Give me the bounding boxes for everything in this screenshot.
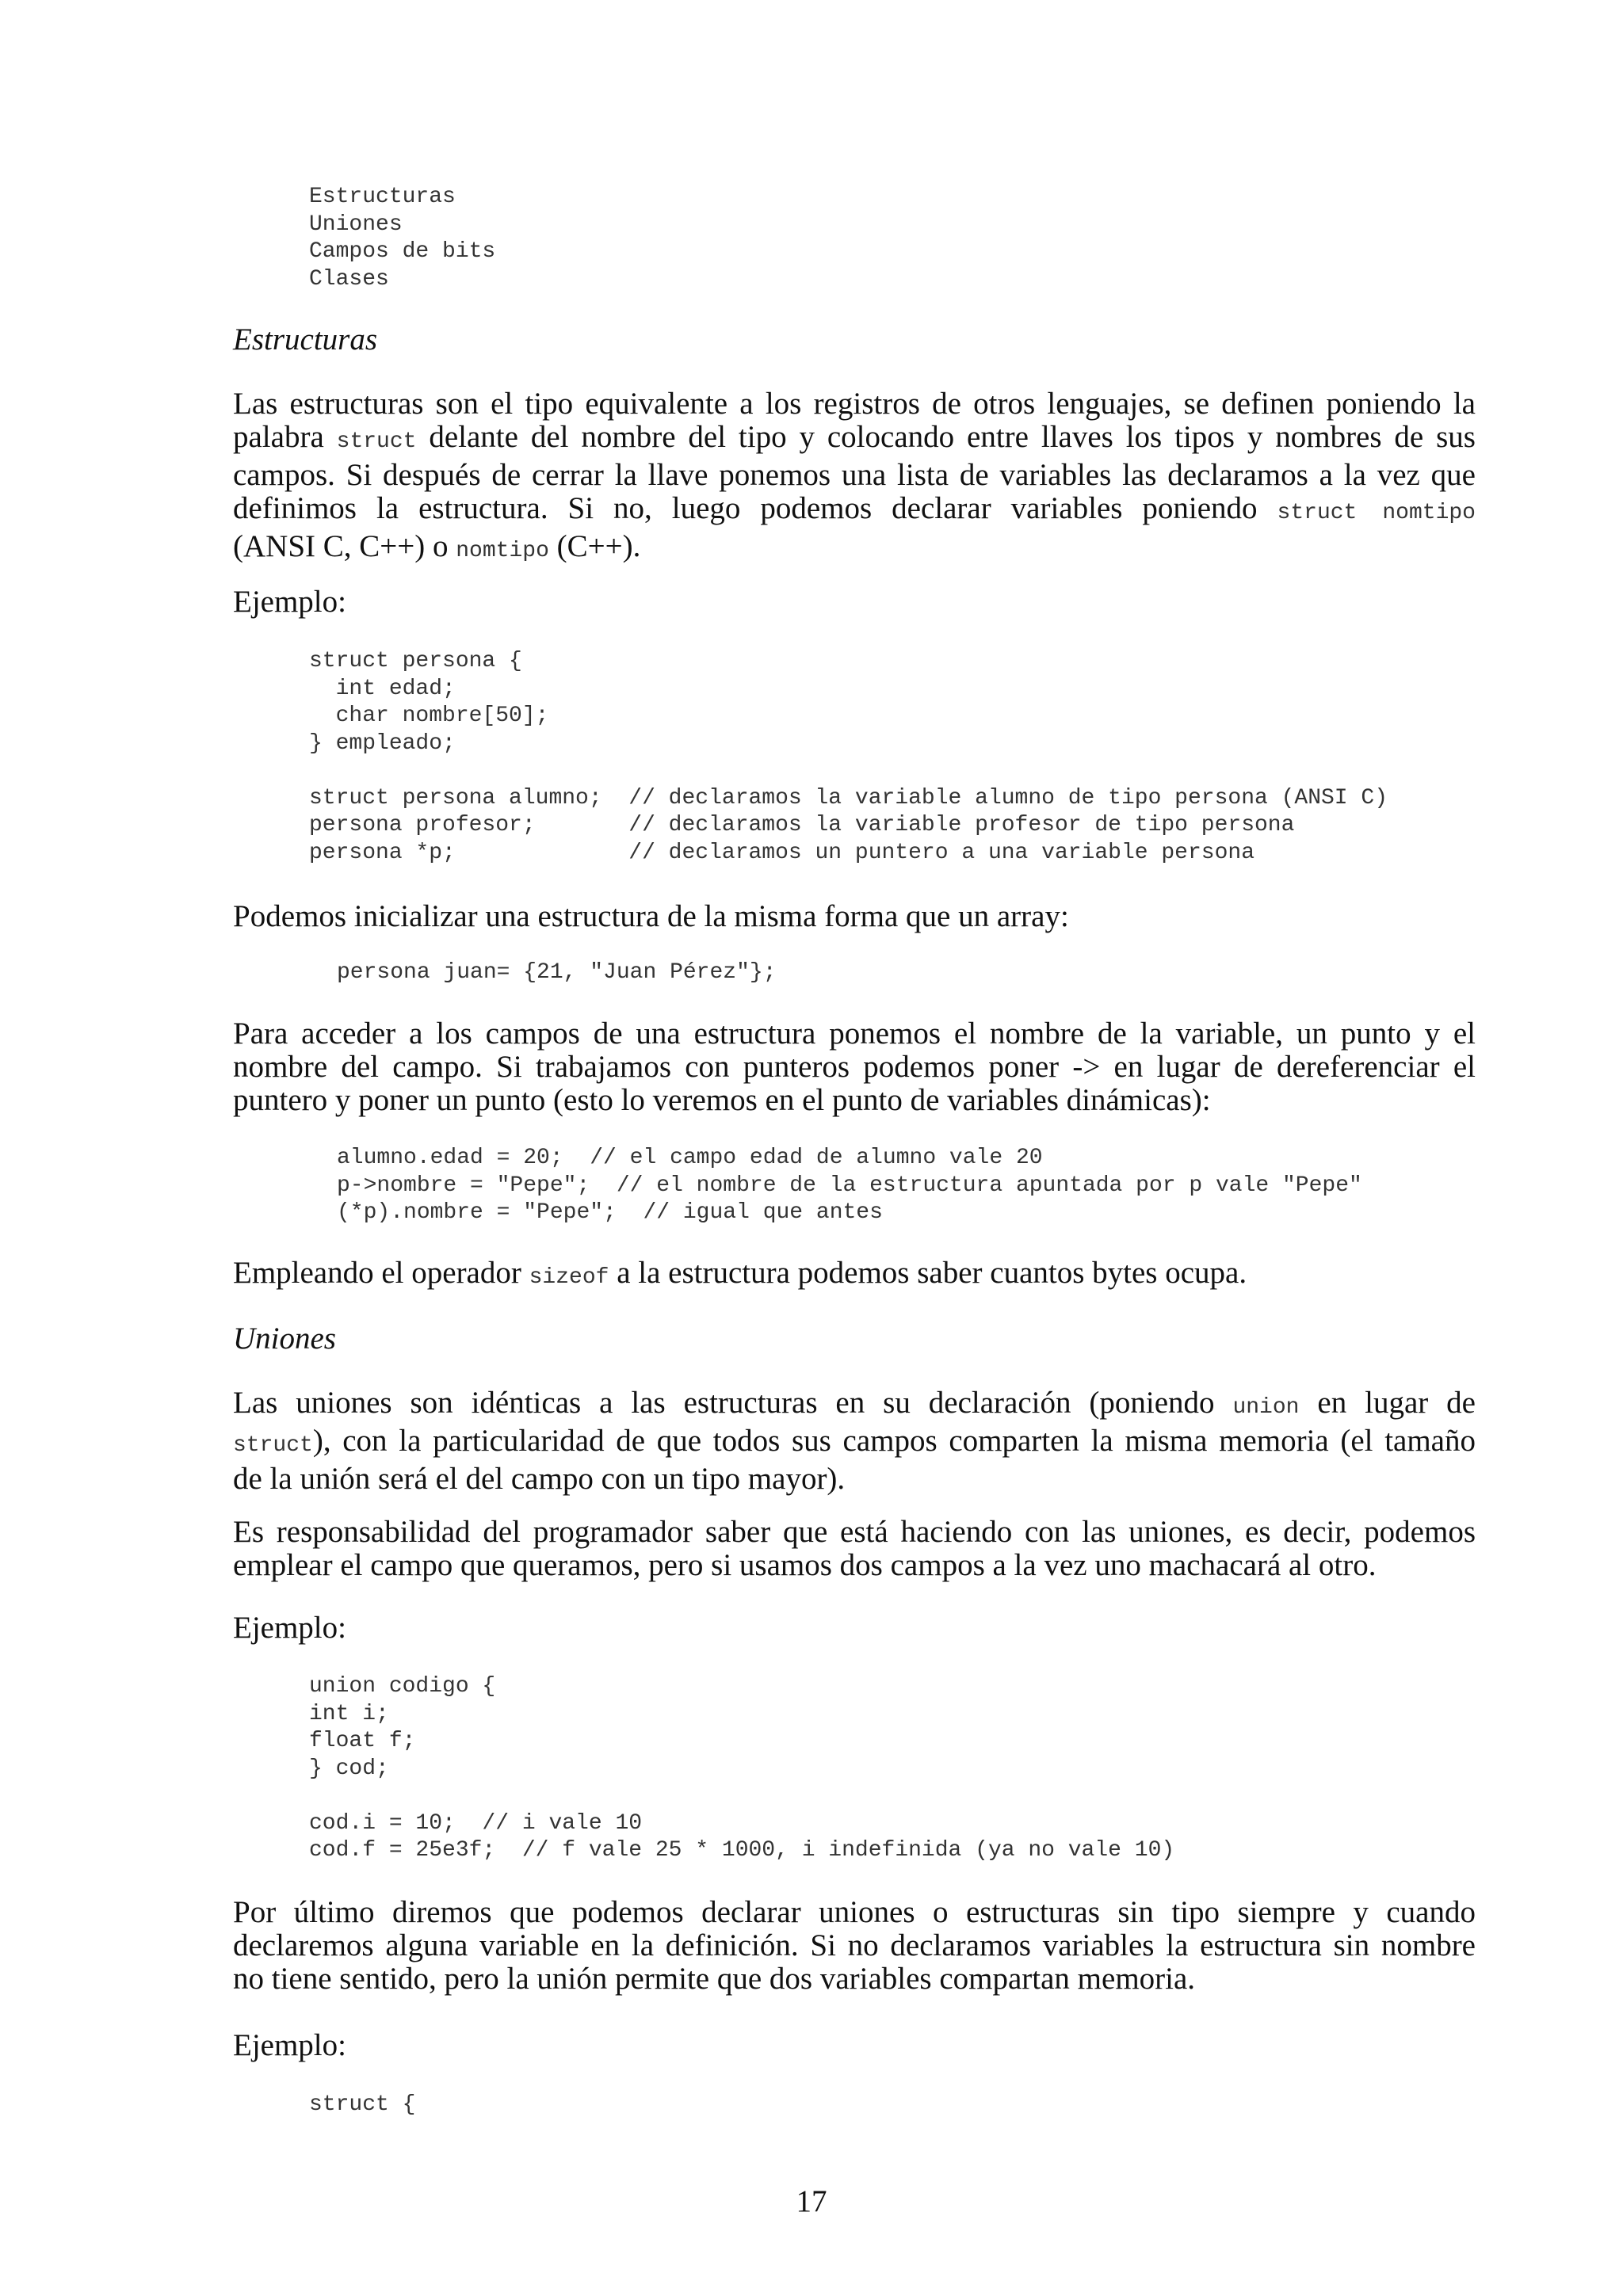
text-line: puntero y poner un punto (esto lo veremos en el punto de variables dinámicas): [233, 1083, 1211, 1117]
inline-code: struct [233, 1433, 313, 1458]
inline-code: sizeof [529, 1265, 609, 1290]
text-line: campos. Si después de cerrar la llave ponemos una lista de variables las declaramos a la vez que [233, 458, 1476, 492]
section-heading-uniones: Uniones [233, 1322, 336, 1356]
toc-item: Uniones [309, 212, 403, 237]
inline-code: nomtipo [456, 539, 549, 563]
toc-list [309, 184, 495, 293]
code-block-acceso: alumno.edad = 20; // el campo edad de alumno vale 20 p->nombre = "Pepe"; // el nombre de la estructura apuntada por p vale "Pepe" (*p).nombre = "Pepe"; // igual que antes [337, 1146, 1362, 1225]
text-line: declaremos alguna variable en la definición. Si no declaramos variables la estructura sin nombre [233, 1928, 1476, 1962]
text-run: Empleando el operador [233, 1256, 529, 1290]
text-run: (ANSI C, C++) o [233, 529, 456, 563]
page-number: 17 [796, 2184, 827, 2218]
example-label: Ejemplo: [233, 1611, 346, 1645]
toc-item: Campos de bits [309, 239, 496, 264]
text-line: Es responsabilidad del programador saber que está haciendo con las uniones, es decir, podemos [233, 1515, 1476, 1549]
code-block-init: persona juan= {21, "Juan Pérez"}; [337, 960, 777, 985]
text-line: no tiene sentido, pero la unión permite que dos variables compartan memoria. [233, 1962, 1196, 1996]
text-line: de la unión será el del campo con un tipo mayor). [233, 1462, 846, 1496]
text-run: delante del nombre del tipo y colocando entre llaves los tipos y nombres de sus [416, 420, 1476, 454]
text-line: nombre del campo. Si trabajamos con punteros podemos poner -> en lugar de dereferenciar el [233, 1050, 1476, 1084]
inline-code: union [1232, 1395, 1300, 1420]
paragraph-inicializar: Podemos inicializar una estructura de la misma forma que un array: [233, 899, 1069, 933]
inline-code: struct [336, 429, 417, 454]
text-run: palabra [233, 420, 337, 454]
paragraph-sin-tipo [233, 1896, 1476, 1996]
text-line: emplear el campo que queramos, pero si usamos dos campos a la vez uno machacará al otro. [233, 1548, 1377, 1582]
code-block-struct-anon: struct { [309, 2092, 416, 2117]
paragraph-uniones-responsabilidad [233, 1516, 1476, 1582]
code-block-struct-persona: struct persona { int edad; char nombre[50]; } empleado; struct persona alumno; // declaramos la variable alumno de tipo persona (ANSI C) persona profesor; // declaramos la variable profesor de tipo persona persona *p; // declaramos un puntero a una variable persona [309, 649, 1388, 865]
toc-item: Clases [309, 266, 389, 292]
text-run: (C++). [548, 529, 641, 563]
section-heading-estructuras: Estructuras [233, 322, 378, 357]
text-line: Para acceder a los campos de una estructura ponemos el nombre de la variable, un punto y el [233, 1016, 1476, 1051]
paragraph-estructuras-intro [233, 387, 1476, 568]
paragraph-sizeof [233, 1255, 1247, 1295]
example-label: Ejemplo: [233, 2028, 346, 2062]
paragraph-acceder [233, 1017, 1476, 1117]
text-line [233, 492, 1476, 530]
paragraph-uniones-intro [233, 1386, 1476, 1496]
text-run: definimos la estructura. Si no, luego podemos declarar variables poniendo [233, 491, 1277, 525]
text-line [233, 530, 1476, 568]
inline-code: struct nomtipo [1277, 501, 1476, 525]
text-line [233, 1386, 1476, 1425]
text-line: Las estructuras son el tipo equivalente a los registros de otros lenguajes, se definen poniendo la [233, 387, 1476, 421]
text-run: Las uniones son idénticas a las estructuras en su declaración (poniendo [233, 1386, 1233, 1420]
example-label: Ejemplo: [233, 585, 346, 619]
text-run: a la estructura podemos saber cuantos bytes ocupa. [609, 1256, 1247, 1290]
text-line: Por último diremos que podemos declarar uniones o estructuras sin tipo siempre y cuando [233, 1895, 1476, 1929]
text-line [233, 421, 1476, 459]
toc-item: Estructuras [309, 185, 456, 209]
text-run: en lugar de [1299, 1386, 1476, 1420]
text-line [233, 1425, 1476, 1463]
text-run: ), con la particularidad de que todos sus campos comparten la misma memoria (el tamaño [312, 1424, 1476, 1458]
code-block-union-codigo: union codigo { int i; float f; } cod; cod.i = 10; // i vale 10 cod.f = 25e3f; // f vale 25 * 1000, i indefinida (ya no vale 10) [309, 1674, 1175, 1863]
